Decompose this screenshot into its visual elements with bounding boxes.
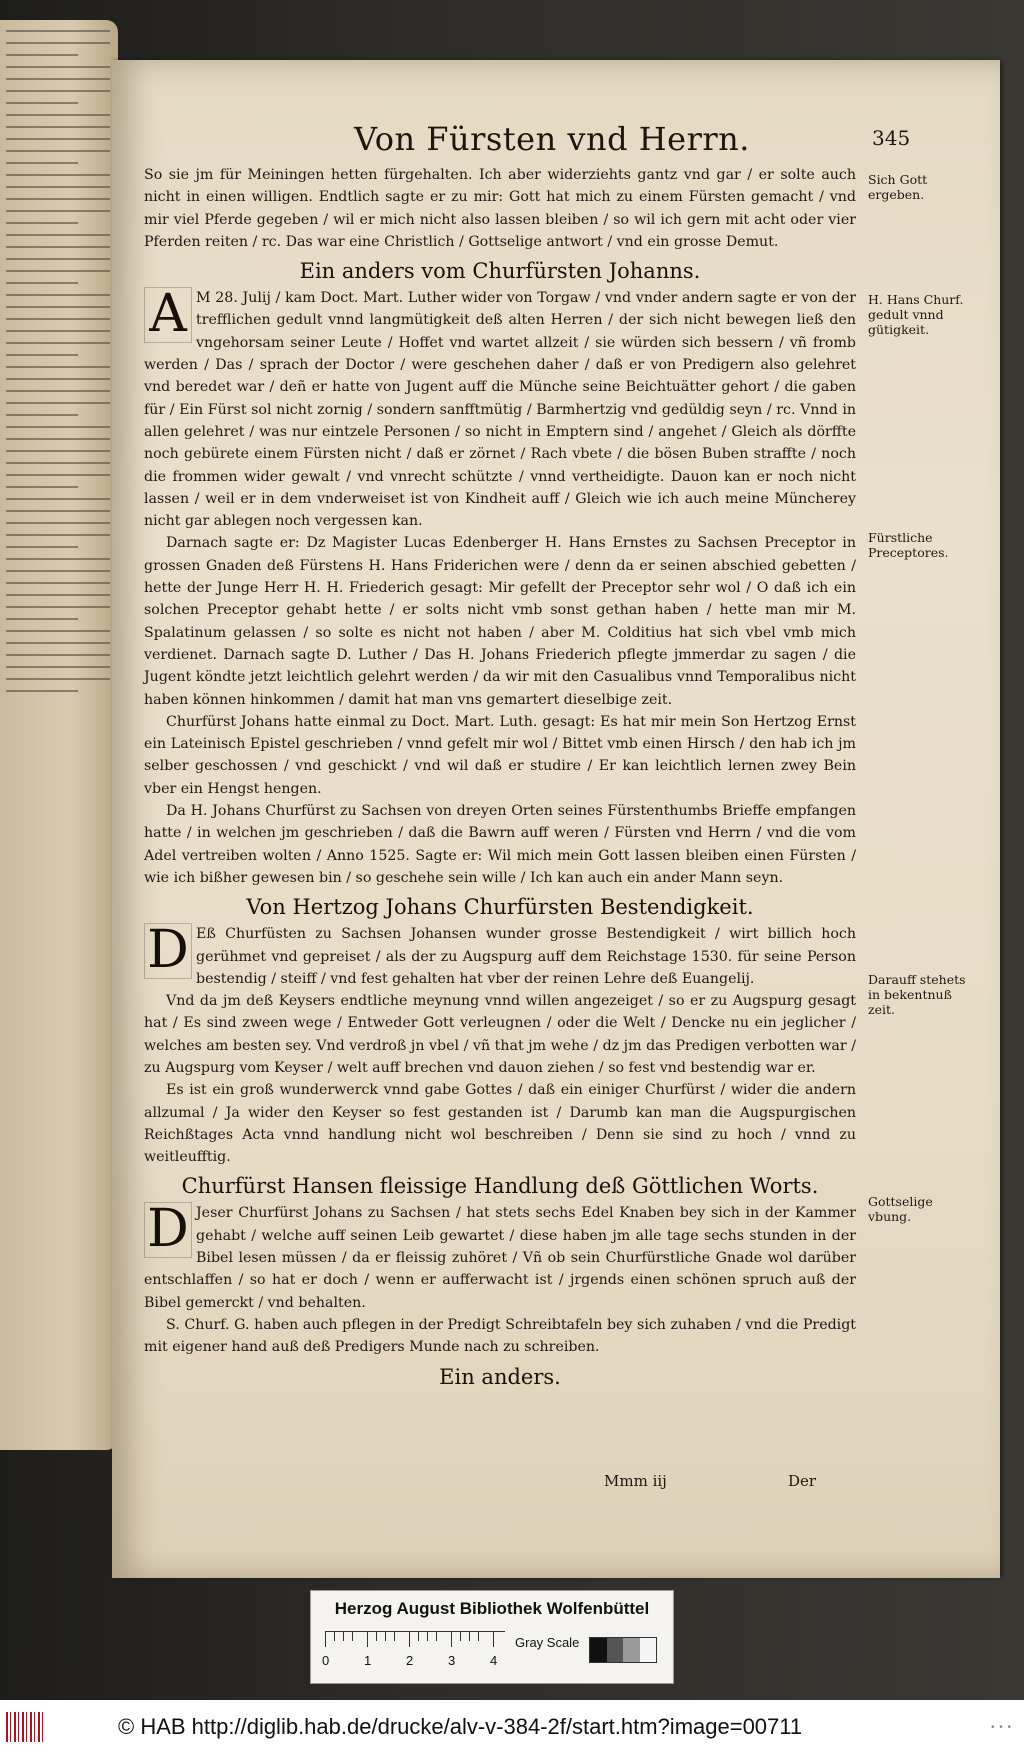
footer-dots: • • • xyxy=(990,1722,1012,1733)
library-name: Herzog August Bibliothek Wolfenbüttel xyxy=(334,1599,650,1618)
signature-mark: Mmm iij xyxy=(604,1472,667,1490)
catchword: Der xyxy=(788,1472,817,1490)
paragraph: Darnach sagte er: Dz Magister Lucas Edenberger H. Hans Ernstes zu Sachsen Preceptor in grossen Gnaden deß Fürstens H. Hans Friderichen were / denn da er seinen abschied gebetten / hette der Junge Herr H. H. Friederich gesagt: Mir gefellt der Preceptor sehr wol / O daß ich ein solchen Preceptor gehabt hette / er solts nicht vmb sonst gethan haben / hette man mir M. Spalatinum gelassen / so solte es nicht not haben / aber M. Colditius hat sich vbel vmb mich verdienet. Darnach sagte D. Luther / Das H. Johans Friederich pflegte jmmerdar zu sagen / die Jugent köndte jetzt leichtlich gelehrt werden / da wir mit den Casualibus vnnd Temporalibus nicht haben können hinkommen / damit hat man vns gemartert dieselbige zeit. xyxy=(144,535,856,708)
gray-scale-label: Gray Scale xyxy=(515,1635,580,1650)
facing-page-edge xyxy=(0,20,118,1450)
gray-swatch xyxy=(607,1638,624,1662)
gray-swatch xyxy=(590,1638,607,1662)
initial-letter: A xyxy=(144,287,192,343)
section-heading: Von Hertzog Johans Churfürsten Bestendigkeit. xyxy=(246,895,754,920)
paragraph: Churfürst Johans hatte einmal zu Doct. Mart. Luth. gesagt: Es hat mir mein Son Hertzog Ernst ein Lateinisch Epistel geschrieben / vnnd gefelt mir wol / Bittet vmb einen Hirsch / den hab ich jm selber geschossen / vnd geschickt / vnd wil daß er studire / Er kan leichtlich lernen zwey Bein vber ein Hengst hengen. xyxy=(144,713,856,797)
paragraph: Da H. Johans Churfürst zu Sachsen von dreyen Orten seines Fürstenthumbs Brieffe empfangen hatte / in welchen jm geschrieben / daß die Bawrn auff weren / Fürsten vnd Herrn / vnd die vom Adel vertreiben wolten / Anno 1525. Sagte er: Wil mich mein Gott lassen bleiben einen Fürsten / wie ich bißher gewesen bin / so geschehe sein wille / Ich kan auch ein ander Mann seyn. xyxy=(144,803,856,886)
ruler-label: 0 xyxy=(322,1653,330,1668)
book-page xyxy=(112,60,1000,1578)
paragraph: Es ist ein groß wunderwerck vnnd gabe Gottes / daß ein einiger Churfürst / wider die andern allzumal / Ja wider den Keyser so fest gestanden ist / Darumb kan man die Augspurgischen Reichßtages Acta vnnd handlung nicht wol beschreiben / Denn sie sind zu hoch / vnnd zu weitleufftig. xyxy=(144,1082,856,1166)
marginal-note: Fürstliche Preceptores. xyxy=(868,530,949,560)
gray-scale-swatches xyxy=(589,1637,657,1663)
section-heading: Ein anders vom Churfürsten Johanns. xyxy=(299,259,701,284)
page-number: 345 xyxy=(872,126,911,150)
ruler-label: 3 xyxy=(448,1653,456,1668)
section-heading: Ein anders. xyxy=(439,1364,561,1389)
initial-letter: D xyxy=(144,923,192,979)
ruler-label: 2 xyxy=(406,1653,414,1668)
scale-ruler xyxy=(322,1631,505,1668)
section-heading: Churfürst Hansen fleissige Handlung deß Göttlichen Worts. xyxy=(181,1174,819,1199)
copyright-url[interactable]: © HAB http://diglib.hab.de/drucke/alv-v-384-2f/start.htm?image=00711 xyxy=(118,1714,803,1739)
library-color-chart xyxy=(310,1590,674,1684)
marginal-note: Sich Gott ergeben. xyxy=(868,172,928,202)
initial-letter: D xyxy=(144,1202,192,1258)
paragraph: So sie jm für Meiningen hetten fürgehalten. Ich aber widerziehts gantz vnd gar / er solte auch nicht in einen willigen. Endtlich sagte er zu mir: Gott hat mich zu einem Fürsten gemacht / vnd mir viel Pferde gegeben / wil er mich nicht also lassen bleiben / so wil ich gern mit acht oder vier Pferden reiten / rc. Das war eine Christlich / Gottselige antwort / vnd ein grosse Demut. xyxy=(144,167,856,250)
marginal-note: Darauff stehets in bekentnuß zeit. xyxy=(868,972,966,1017)
paragraph: Vnd da jm deß Keysers endtliche meynung vnnd willen angezeiget / so er zu Augspurg gesagt hat / Es sind zween wege / Entweder Gott verleugnen / oder die Welt / Dencke nu ein jeglicher / welches am besten sey. Vnd verdroß jn vbel / vñ that jm wehe / dz jm das Predigen verbotten war / zu Augspurg vom Keyser / welt auff brechen vnd dauon ziehen / so fest vnd bestendig war er. xyxy=(144,993,856,1076)
running-head: Von Fürsten vnd Herrn. xyxy=(354,120,750,158)
marginal-note: H. Hans Churf. gedult vnnd gütigkeit. xyxy=(868,292,964,337)
paragraph: Eß Churfüsten zu Sachsen Johansen wunder grosse Bestendigkeit / wirt billich hoch gerühmet vnd gepreiset / als der zu Augspurg auff dem Reichstage 1530. für seine Person bestendig / steiff / vnd fest gehalten hat vber der reinen Lehre deß Euangelij. xyxy=(196,926,856,987)
gray-swatch xyxy=(623,1638,640,1662)
paragraph: Jeser Churfürst Johans zu Sachsen / hat stets sechs Edel Knaben bey sich in der Kammer gehabt / welche auff seinen Leib gewartet / diese haben jm alle tage sechs stunden in der Bibel lesen müssen / da er fleissig zuhöret / Vñ ob sein Churfürstliche Gnade wol darüber entschlaffen / so hat er doch / wenn er aufferwacht ist / jrgends einen schönen spruch auß der Bibel gemerckt / vnd behalten. xyxy=(144,1205,856,1311)
footer-bar xyxy=(0,1700,1024,1754)
paragraph: S. Churf. G. haben auch pflegen in der Predigt Schreibtafeln bey sich zuhaben / vnd die Predigt mit eigener hand auß deß Predigers Munde nach zu schreiben. xyxy=(144,1316,856,1356)
paragraph: M 28. Julij / kam Doct. Mart. Luther wider von Torgaw / vnd vnder andern sagte er von der trefflichen gedult vnnd langmütigkeit deß alten Herren / der sich nicht bewegen ließ den vngehorsam seiner Leute / Hoffet vnd wartet allzeit / sie würden sich bessern / vñ fromb werden / Das / sprach der Doctor / were geschehen daher / daß er von Predigern also gelehret vnd beredet war / deñ er hatte von Jugent auff die Münche seine Beichtuätter gehort / die gaben für / Ein Fürst sol nicht zornig / sondern sanfftmütig / Barmhertzig vnd gedüldig seyn / rc. Vnnd in allen gelehret / was nur eintzele Personen / so nicht in Emptern sind / angehet / Gleich als dörffte noch gebürete einem Fürsten nicht / daß er zörnet / Rach vbete / die bösen Buben straffte / noch die frommen wider gewalt / vnd vnrecht schützte / vnnd vertheidigte. Dauon kan er noch nicht lassen / weil er in dem vnderweiset ist von Kindheit auff / Gleich wie ich auch meine Müncherey nicht gar ablegen noch vergessen kan. xyxy=(144,290,856,530)
gray-swatch xyxy=(640,1638,657,1662)
marginal-note: Gottselige vbung. xyxy=(868,1194,933,1224)
ruler-label: 1 xyxy=(364,1653,372,1668)
hab-logo-icon xyxy=(6,1712,46,1742)
page-body xyxy=(144,164,856,1393)
ruler-label: 4 xyxy=(490,1653,498,1668)
